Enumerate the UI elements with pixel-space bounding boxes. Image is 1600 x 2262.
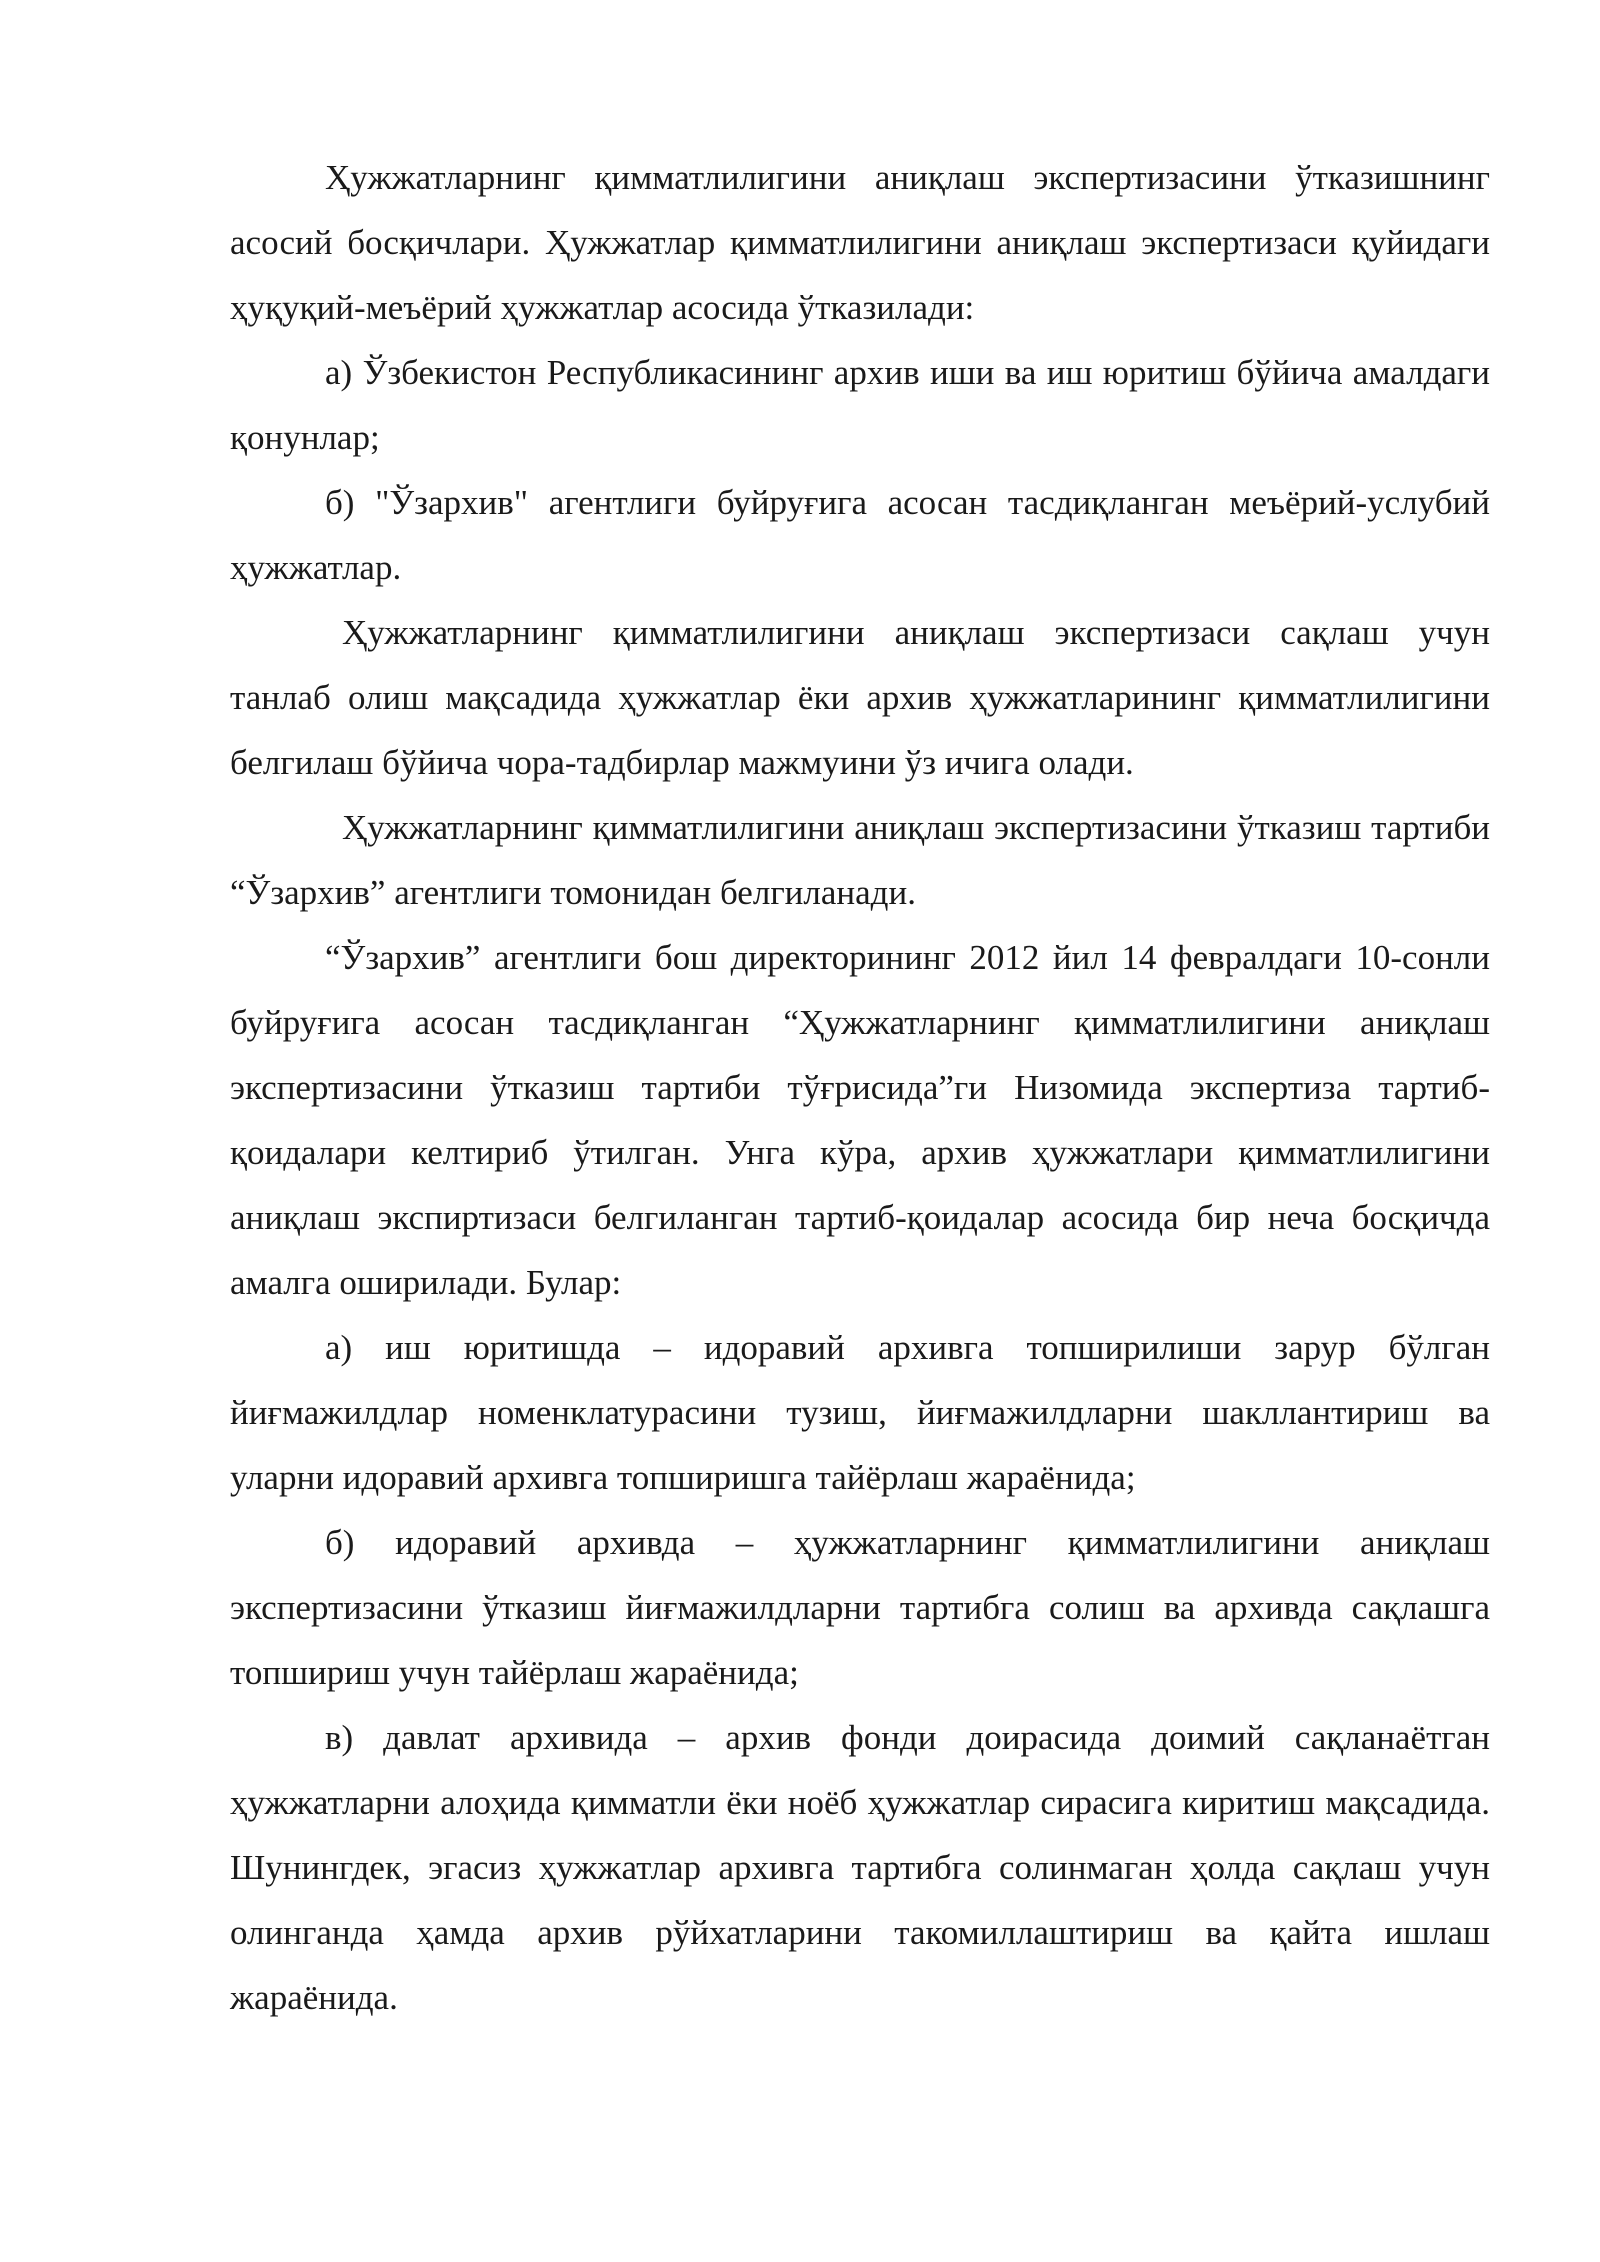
paragraph-stage-b-departmental-archive: б) идоравий архивда – ҳужжатларнинг қимматлилигини аниқлаш экспертизасини ўтказиш йиғмажилдларни тартибга солиш ва архивда сақлашга топшириш учун тайёрлаш жараёнида; (230, 1523, 1490, 1692)
paragraph-expertise-definition: Ҳужжатларнинг қимматлилигини аниқлаш экспертизаси сақлаш учун танлаб олиш мақсадида ҳужжатлар ёки архив ҳужжатларининг қимматлилигини белгилаш бўйича чора-тадбирлар мажмуини ўз ичига олади. (230, 613, 1490, 782)
paragraph-uzarchive-order: “Ўзархив” агентлиги бош директорининг 2012 йил 14 февралдаги 10-сонли буйруғига асосан тасдиқланган “Ҳужжатларнинг қимматлилигини аниқлаш экспертизасини ўтказиш тартиби тўғрисида”ги Низомида экспертиза тартиб-қоидалари келтириб ўтилган. Унга кўра, архив ҳужжатлари қимматлилигини аниқлаш экспиртизаси белгиланган тартиб-қоидалар асосида бир неча босқичда амалга оширилади. Булар: (230, 938, 1490, 1302)
document-body (230, 145, 1490, 2030)
paragraph-expertise-stages: Ҳужжатларнинг қимматлилигини аниқлаш экспертизасини ўтказишнинг асосий босқичлари. Ҳужжатлар қимматлилигини аниқлаш экспертизаси қуйидаги ҳуқуқий-меъёрий ҳужжатлар асосида ўтказилади: (230, 158, 1490, 327)
paragraph-item-a-laws: а) Ўзбекистон Республикасининг архив иши ва иш юритиш бўйича амалдаги қонунлар; (230, 353, 1490, 457)
paragraph-stage-c-state-archive: в) давлат архивида – архив фонди доирасида доимий сақланаётган ҳужжатларни алоҳида қимматли ёки ноёб ҳужжатлар сирасига киритиш мақсадида. Шунингдек, эгасиз ҳужжатлар архивга тартибга солинмаган ҳолда сақлаш учун олинганда ҳамда архив рўйхатларини такомиллаштириш ва қайта ишлаш жараёнида. (230, 1718, 1490, 2017)
paragraph-expertise-procedure: Ҳужжатларнинг қимматлилигини аниқлаш экспертизасини ўтказиш тартиби “Ўзархив” агентлиги томонидан белгиланади. (230, 808, 1490, 912)
paragraph-stage-a-records-management: а) иш юритишда – идоравий архивга топширилиши зарур бўлган йиғмажилдлар номенклатурасини тузиш, йиғмажилдларни шакллантириш ва уларни идоравий архивга топширишга тайёрлаш жараёнида; (230, 1328, 1490, 1497)
paragraph-item-b-normative-docs: б) "Ўзархив" агентлиги буйруғига асосан тасдиқланган меъёрий-услубий ҳужжатлар. (230, 483, 1490, 587)
